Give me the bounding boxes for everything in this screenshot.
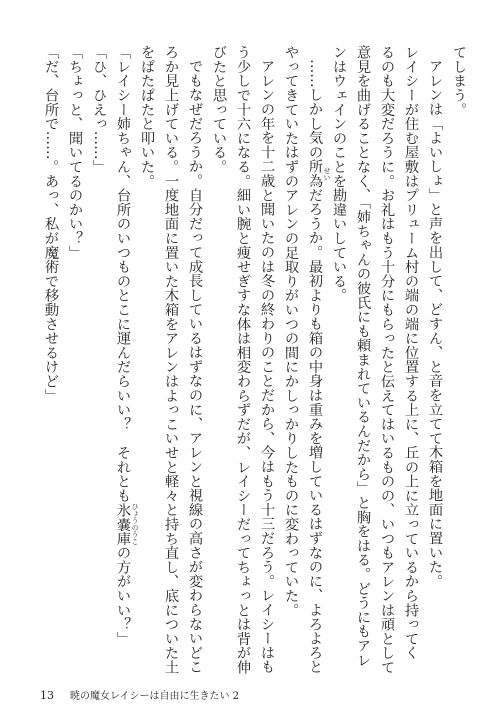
text-line: てしまう。 — [451, 45, 467, 117]
page-footer — [40, 687, 239, 704]
page-number: 13 — [40, 689, 54, 702]
text-segment: の方がいい？」 — [115, 545, 131, 646]
text-line — [303, 45, 331, 695]
text-segment: ……しかし気の — [307, 59, 323, 160]
ruby-text: せい — [323, 166, 331, 181]
text-line: アレンの年を十二歳と聞いたのは冬の終わりのことだから、今はもう十三だろう。レイシーはも — [259, 59, 275, 675]
text-line — [111, 45, 139, 695]
text-line: をぱたぱたと叩いた。 — [139, 45, 155, 188]
running-title: 暁の魔女レイシーは自由に生きたい 2 — [70, 691, 240, 702]
text-line: やってきていたはずのアレンの足取りがいつの間にかしっかりしたものに変わっていた。 — [283, 45, 299, 617]
text-segment: 「レイシー姉ちゃん、台所のいつものとこに運んだらいい？ それとも — [115, 45, 131, 503]
ruby-text: ひょうのうこ — [131, 503, 139, 546]
text-line: 「ちょっと、聞いてるのかい？」 — [67, 45, 83, 260]
text-line: るのも大変だろうに。お礼はもう十分にもらったと伝えてはいるものの、いつもアレンは頑として — [379, 45, 395, 675]
text-line: 「ひ、ひえっ……」 — [91, 45, 107, 174]
text-segment: だろうか。最初よりも箱の中身は重みを増しているはずなのに、よろよろと — [307, 188, 323, 675]
text-line: びたと思っている。 — [211, 45, 227, 174]
text-line: ろか見上げている。一度地面に置いた木箱をアレンはよっこいせと軽々と持ち直し、底についた土 — [163, 45, 179, 675]
text-line: 「だ、台所で……。あっ、私が魔術で移動させるけど」 — [43, 45, 59, 403]
text-line: 意見を曲げることなく、「姉ちゃんの彼氏にも頼まれているんだから」と胸をはる。どうにもアレ — [355, 45, 371, 668]
text-line: ンはウェインのことを勘違いしている。 — [331, 45, 347, 303]
ruby-group — [115, 502, 139, 546]
text-line: レイシーが住む屋敷はプリューム村の端の端に位置する上に、丘の上に立っているから持ってく — [403, 45, 419, 660]
text-line: アレンは「よいしょ」と声を出して、どすん、と音を立てて木箱を地面に置いた。 — [427, 59, 443, 589]
text-line: でもなぜだろうか。自分だって成長しているはずなのに、アレンと視線の高さが変わらないどこ — [187, 59, 203, 675]
ruby-group — [307, 159, 331, 188]
vertical-text-body — [39, 45, 471, 695]
text-line: う少しで十六になる。細い腕と痩せぎすな体は相変わらずだが、レイシーだってちょっとは背が伸 — [235, 45, 251, 675]
ruby-base: 所為 — [307, 159, 323, 188]
ruby-base: 氷嚢庫 — [115, 502, 131, 546]
